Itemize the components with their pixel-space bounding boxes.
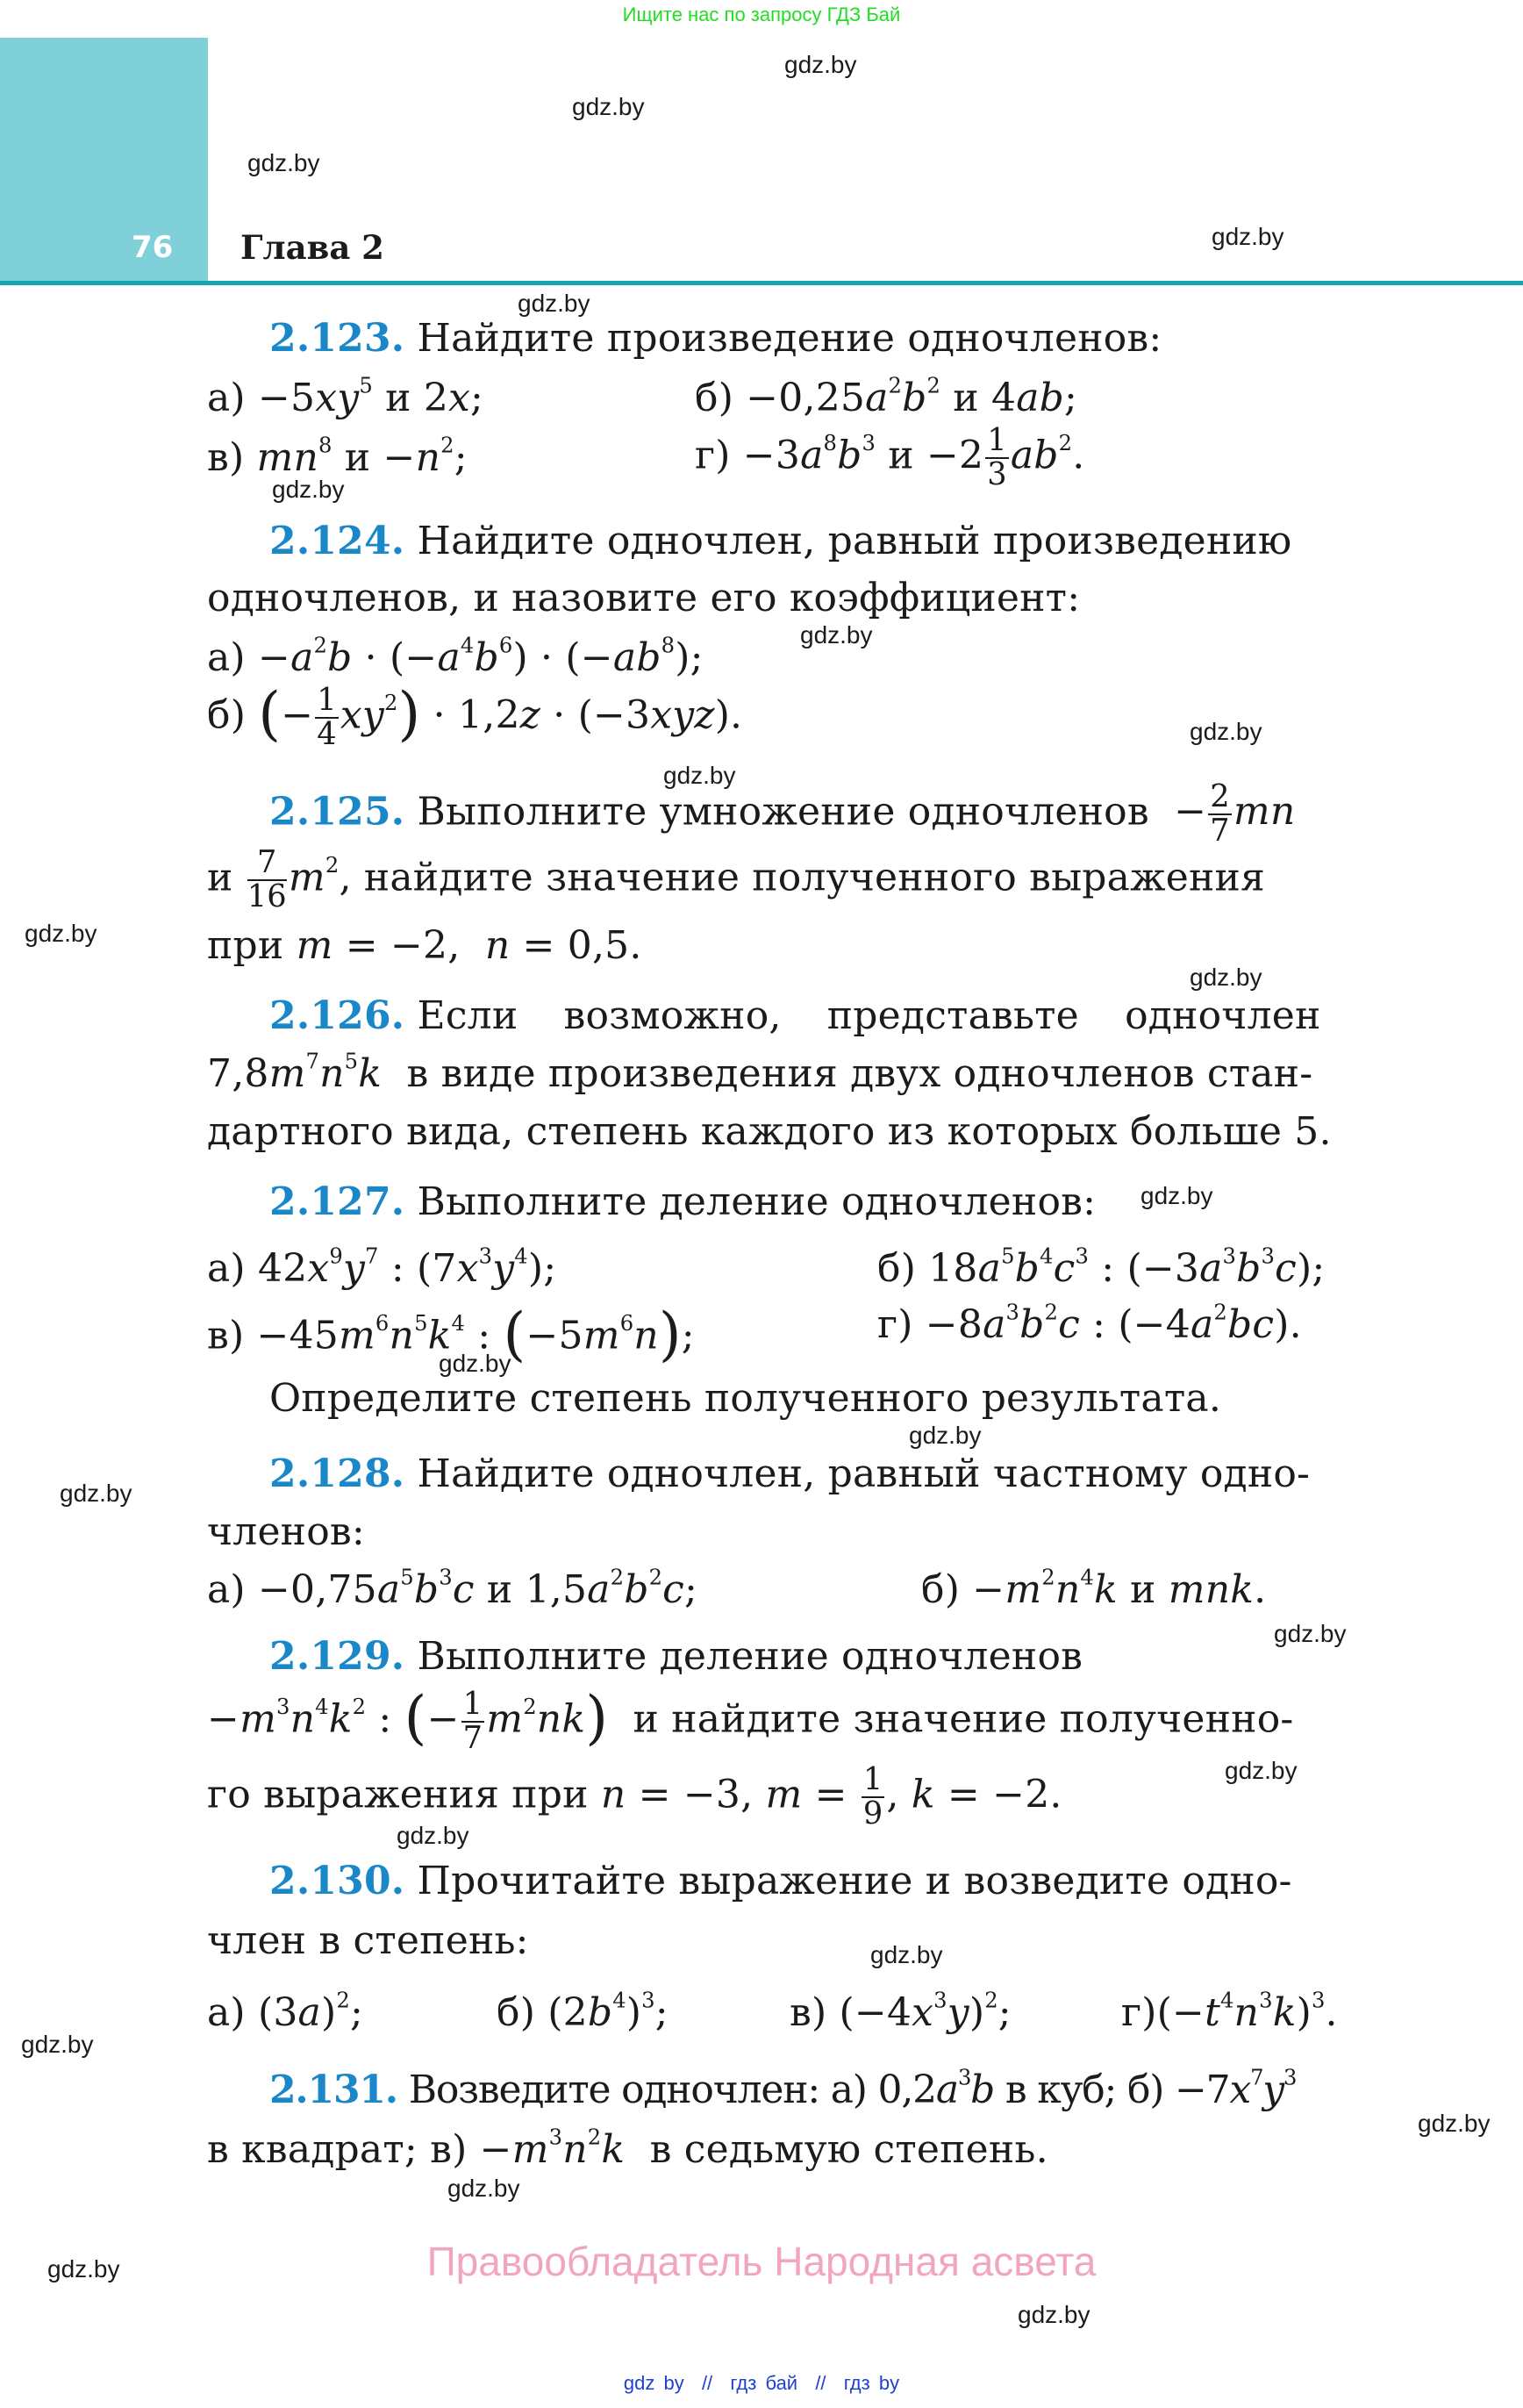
exercise-2-130-heading	[269, 1859, 1292, 1903]
exercise-number: 2.128.	[269, 1451, 405, 1496]
watermark: gdz.by	[1140, 1182, 1213, 1209]
exercise-2-123-heading	[269, 316, 1162, 361]
exercise-2-127-item-v: $в) -45m^6n^5k^4$ : $(-5m^6n)$;	[207, 1301, 695, 1368]
exercise-text: Найдите произведение одночленов:	[417, 316, 1162, 361]
exercise-2-125-heading: 2.125. Выполните умножение одночленов − $\frac{2}{7}$ mn	[269, 778, 1296, 849]
exercise-2-125-line3: при m = −2, n = 0,5.	[207, 923, 642, 968]
watermark: gdz.by	[397, 1822, 469, 1849]
exercise-2-123-item-b: $б) -0,25a^2b^2$ и 4ab;	[695, 373, 1078, 420]
exercise-text: Прочитайте выражение и возведите одно-	[417, 1859, 1292, 1903]
exercise-2-129-line2: $-m^3n^4k^2$ : (− $\frac{1}{7}$ $m^2nk$) и найдите значение полученно-	[207, 1684, 1294, 1756]
watermark: gdz.by	[25, 920, 97, 947]
exercise-2-127-note: Определите степень полученного результата.	[269, 1376, 1222, 1421]
exercise-2-131-heading: 2.131. Возведите одночлен: а) $0,2a^3b$ в куб; $б) -7x^7y^3$	[269, 2065, 1297, 2112]
exercise-number: 2.130.	[269, 1859, 405, 1903]
exercise-2-124-text: одночленов, и назовите его коэффициент:	[207, 576, 1081, 620]
watermark: gdz.by	[447, 2175, 520, 2202]
exercise-2-124-heading	[269, 519, 1292, 563]
watermark: gdz.by	[870, 1941, 943, 1968]
exercise-2-130-item-g: $г)(-t^4n^3k)^3$.	[1121, 1988, 1338, 2035]
exercise-2-123-item-a: $а) -5xy^5$ и 2x;	[207, 373, 484, 420]
watermark: gdz.by	[439, 1350, 511, 1377]
exercise-text: Выполните умножение одночленов	[417, 789, 1149, 835]
exercise-2-129-heading	[269, 1634, 1083, 1679]
exercise-2-124-item-b: б) (− $\frac{1}{4}$ $xy^2) \cdot 1,2z \cdot (-3xyz)$.	[207, 680, 743, 752]
watermark: gdz.by	[518, 290, 590, 317]
exercise-text: Выполните деление одночленов	[417, 1634, 1083, 1679]
exercise-2-128-item-b: $б) -m^2n^4k$ и mnk.	[921, 1565, 1267, 1612]
exercise-number: 2.125.	[269, 789, 405, 835]
exercise-2-127-item-g: $г) -8a^3b^2c$ : $(-4a^2bc)$.	[877, 1300, 1302, 1347]
copyright-notice: Правообладатель Народная асвета	[426, 2239, 1097, 2284]
exercise-2-126-line3: дартного вида, степень каждого из которых больше 5.	[207, 1109, 1332, 1154]
page-number: 76	[132, 230, 174, 265]
chapter-title: Глава 2	[240, 228, 384, 267]
watermark: gdz.by	[1190, 964, 1262, 991]
exercise-2-128-item-a: $а) -0,75a^5b^3c$ и $1,5a^2b^2c$;	[207, 1565, 698, 1612]
exercise-2-128-line2: членов:	[207, 1509, 365, 1554]
exercise-text: Найдите одночлен, равный частному одно-	[417, 1451, 1311, 1496]
watermark: gdz.by	[1225, 1757, 1298, 1784]
exercise-number: 2.124.	[269, 519, 405, 563]
header-divider	[0, 281, 1523, 285]
exercise-2-131-line2: в квадрат; $в) -m^3n^2k$ в седьмую степень.	[207, 2125, 1048, 2172]
exercise-2-123-item-v: в) $mn^8$ $и -n^2$;	[207, 433, 468, 480]
exercise-2-130-line2: член в степень:	[207, 1918, 529, 1963]
watermark: gdz.by	[800, 621, 873, 649]
watermark: gdz.by	[572, 93, 645, 120]
exercise-2-127-item-b: б) $18a^5b^4c^3$ : $(-3a^3b^3c)$;	[877, 1243, 1326, 1291]
watermark: gdz.by	[247, 149, 320, 176]
watermark: gdz.by	[1274, 1620, 1347, 1647]
exercise-2-126-line2: $7,8m^7n^5k$ в виде произведения двух одночленов стан-	[207, 1049, 1313, 1096]
exercise-2-127-item-a: а) $42x^9y^7$ : $(7x^3y^4)$;	[207, 1243, 557, 1291]
exercise-number: 2.129.	[269, 1634, 405, 1679]
exercise-2-123-item-g: $г) -3a^8b^3$ и −2 $\frac{1}{3}$ $ab^2$.	[695, 422, 1085, 492]
exercise-2-129-line3: го выражения при n = −3, m = $\frac{1}{9}$ , k = −2.	[207, 1761, 1062, 1831]
exercise-number: 2.131.	[269, 2068, 397, 2112]
exercise-2-130-item-b: б) $(2b^4)^3$;	[497, 1988, 669, 2035]
watermark: gdz.by	[272, 476, 345, 503]
exercise-text: Если возможно, представьте одночлен	[417, 993, 1321, 1038]
exercise-2-126-heading	[269, 993, 1376, 1038]
exercise-2-130-item-a: а) $(3a)^2$;	[207, 1988, 363, 2035]
exercise-text: Выполните деление одночленов:	[417, 1179, 1097, 1224]
exercise-2-130-item-v: в) $(-4x^3y)^2$;	[790, 1988, 1012, 2035]
watermark: gdz.by	[663, 762, 736, 789]
watermark: gdz.by	[47, 2255, 120, 2283]
exercise-text: Найдите одночлен, равный произведению	[417, 519, 1292, 563]
footer-links[interactable]: gdz by // гдз бай // гдз by	[623, 2372, 900, 2394]
watermark: gdz.by	[1190, 718, 1262, 745]
exercise-2-127-heading	[269, 1179, 1097, 1224]
watermark: gdz.by	[909, 1422, 982, 1449]
watermark: gdz.by	[60, 1480, 132, 1507]
watermark: gdz.by	[1018, 2301, 1090, 2328]
exercise-2-125-line2: и $\frac{7}{16}$ $m^2$, найдите значение полученного выражения	[207, 844, 1266, 914]
exercise-number: 2.123.	[269, 316, 405, 361]
watermark: gdz.by	[1418, 2110, 1491, 2137]
exercise-number: 2.126.	[269, 993, 405, 1038]
top-banner: Ищите нас по запросу ГДЗ Бай	[622, 4, 901, 25]
watermark: gdz.by	[784, 51, 857, 78]
exercise-2-128-heading	[269, 1451, 1311, 1496]
watermark: gdz.by	[21, 2031, 94, 2058]
watermark: gdz.by	[1212, 223, 1284, 250]
exercise-number: 2.127.	[269, 1179, 405, 1224]
exercise-2-124-item-a: $а) -a^2b \cdot (-a^4b^6) \cdot (-ab^8)$;	[207, 633, 704, 680]
